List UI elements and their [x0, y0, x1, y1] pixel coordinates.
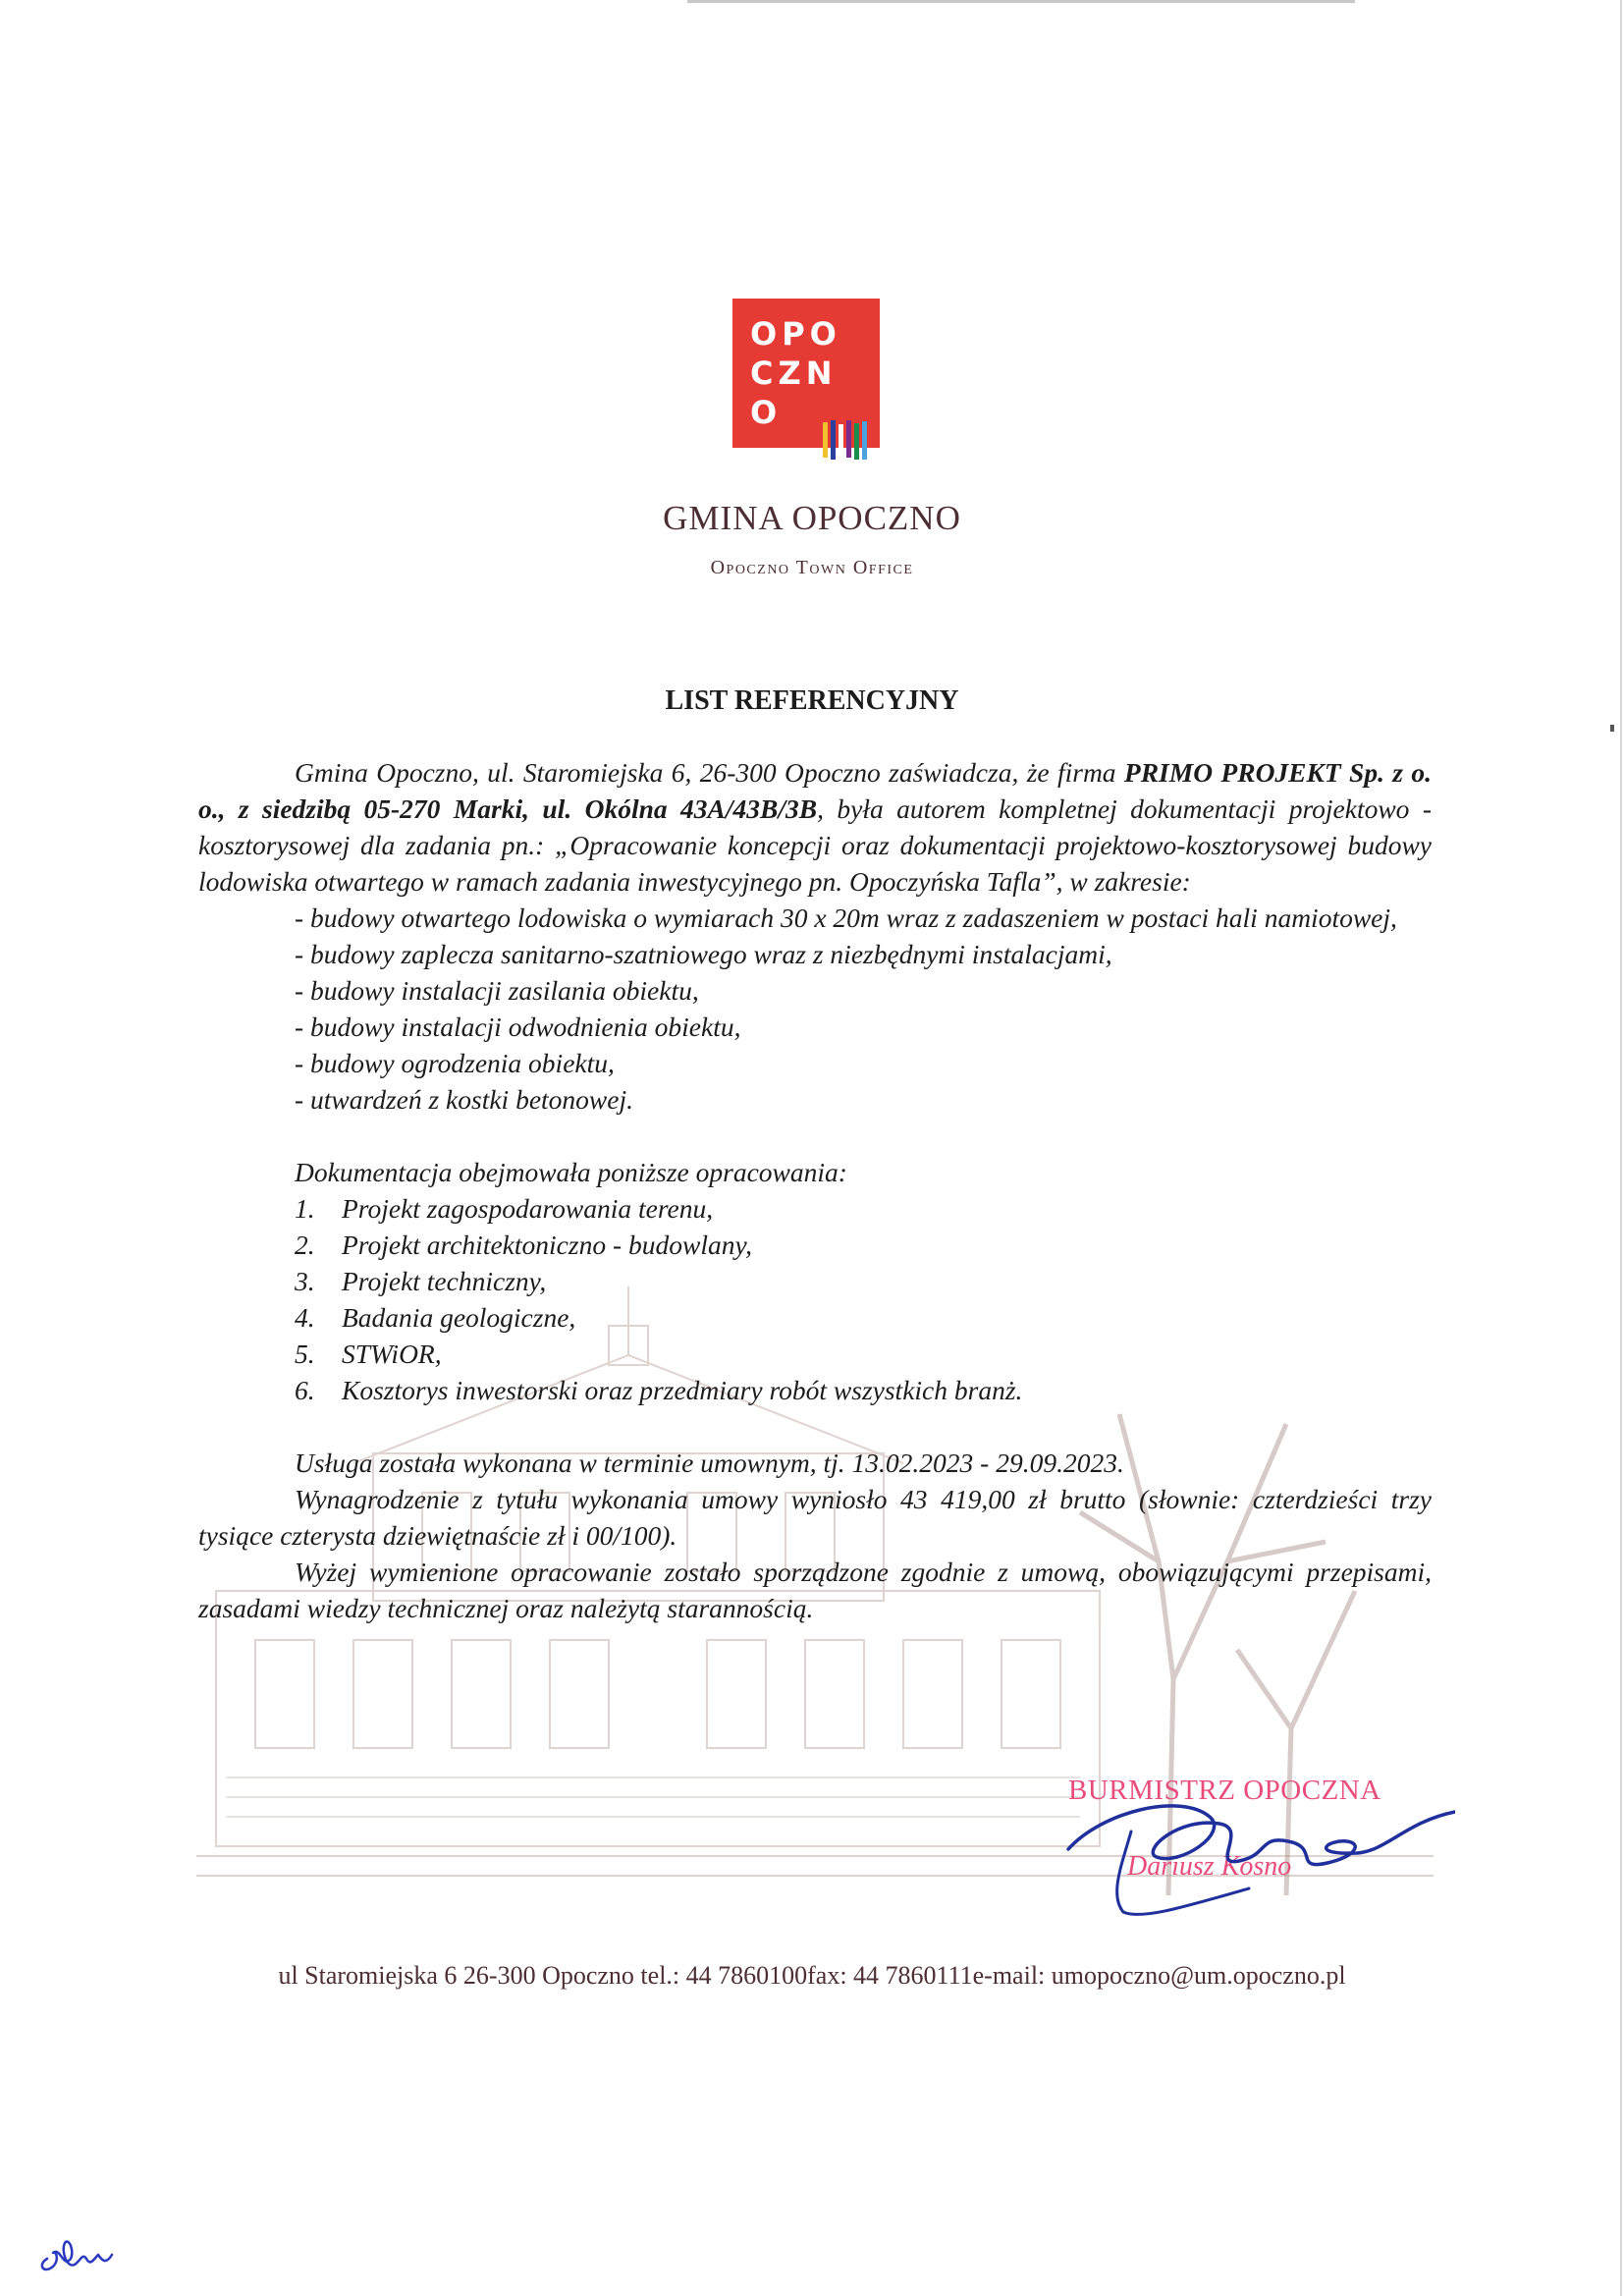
organization-name: GMINA OPOCZNO	[663, 499, 961, 537]
service-term-paragraph: Usługa została wykonana w terminie umownym, tj. 13.02.2023 - 29.09.2023.	[295, 1448, 1124, 1478]
footer-contact: ul Staromiejska 6 26-300 Opoczno tel.: 44 7860100fax: 44 7860111e-mail: umopoczno@um.opoczno.pl	[278, 1961, 1346, 1990]
intro-paragraph	[198, 754, 1432, 900]
scan-edge-right	[1620, 0, 1622, 2296]
conformity-paragraph: Wyżej wymienione opracowanie zostało sporządzone zgodnie z umową, obowiązującymi przepisami, zasadami wiedzy technicznej oraz należytą starannością.	[198, 1557, 1432, 1623]
remuneration-paragraph: Wynagrodzenie z tytułu wykonania umowy wyniosło 43 419,00 zł brutto (słownie: czterdzieści trzy tysiące czterysta dziewiętnaście zł i 00/100).	[198, 1484, 1432, 1551]
document-body	[198, 754, 1432, 1626]
intro-text-part-1: Gmina Opoczno, ul. Staromiejska 6, 26-300 Opoczno zaświadcza, że firma	[295, 757, 1124, 788]
scope-item: - budowy instalacji zasilania obiektu,	[295, 975, 699, 1006]
logo-color-stripes-icon	[821, 420, 872, 462]
documentation-item: 4. Badania geologiczne,	[295, 1302, 576, 1333]
stamp-name: Dariusz Kosno	[1127, 1851, 1292, 1882]
documentation-list	[295, 1190, 1432, 1408]
handwritten-signature-icon	[1062, 1773, 1455, 1920]
intro-text-part-2: , była autorem kompletnej dokumentacji projektowo - kosztorysowej dla zadania pn.: „Opracowanie koncepcji oraz dokumentacji projektowo-kosztorysowej budowy lodowiska otwartego w ramach zadania inwestycyjnego pn. Opoczyńska Tafla”, w zakresie:	[198, 793, 1432, 897]
scope-item: - budowy otwartego lodowiska o wymiarach 30 x 20m wraz z zadaszeniem w postaci hali namiotowej,	[295, 902, 1397, 933]
documentation-item: 1. Projekt zagospodarowania terenu,	[295, 1193, 714, 1224]
scope-item: - budowy zaplecza sanitarno-szatniowego wraz z niezbędnymi instalacjami,	[295, 939, 1112, 969]
stamp-title: BURMISTRZ OPOCZNA	[1068, 1775, 1381, 1806]
documentation-item: 2. Projekt architektoniczno - budowlany,	[295, 1230, 753, 1260]
opoczno-logo	[732, 299, 880, 448]
documentation-heading: Dokumentacja obejmowała poniższe opracowania:	[295, 1157, 847, 1187]
company-name: PRIMO PROJEKT Sp. z o. o., z siedzibą 05-270 Marki, ul. Okólna 43A/43B/3B	[198, 757, 1432, 824]
organization-subtitle: Opoczno Town Office	[710, 557, 914, 578]
documentation-item: 6. Kosztorys inwestorski oraz przedmiary robót wszystkich branż.	[295, 1375, 1023, 1405]
document-title: LIST REFERENCYJNY	[665, 685, 959, 716]
scan-edge-top	[687, 0, 1355, 3]
handwritten-initials-icon	[33, 2229, 122, 2278]
mayor-stamp	[1062, 1773, 1455, 1920]
scope-item: - utwardzeń z kostki betonowej.	[295, 1084, 633, 1115]
logo-text-line-3: O	[750, 394, 783, 431]
documentation-item: 5. STWiOR,	[295, 1339, 442, 1369]
scan-mark	[1610, 725, 1614, 732]
documentation-item: 3. Projekt techniczny,	[295, 1266, 547, 1296]
logo-text-line-2: CZN	[750, 355, 838, 392]
logo-text-line-1: OPO	[750, 315, 841, 353]
scope-item: - budowy ogrodzenia obiektu,	[295, 1048, 615, 1078]
scope-item: - budowy instalacji odwodnienia obiektu,	[295, 1011, 741, 1042]
